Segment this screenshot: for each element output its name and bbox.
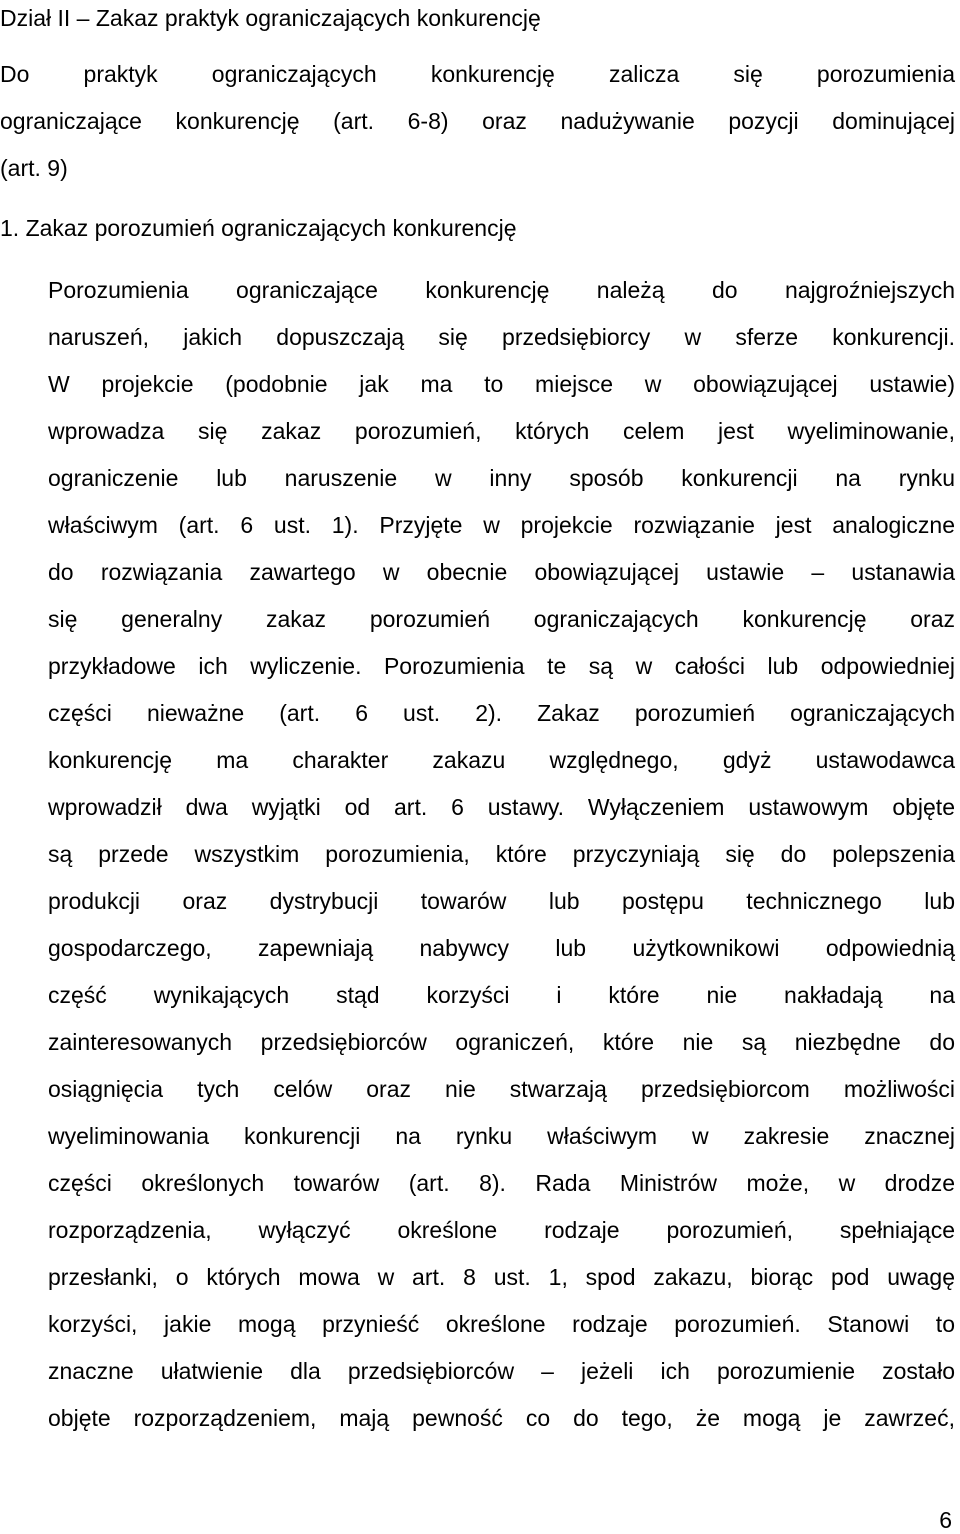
text-line: (art. 9) bbox=[0, 155, 68, 181]
text-line: W projekcie (podobnie jak ma to miejsce w obowiązującej ustawie) bbox=[48, 371, 955, 397]
text-line: przykładowe ich wyliczenie. Porozumienia te są w całości lub odpowiedniej bbox=[48, 653, 955, 679]
text-line: się generalny zakaz porozumień ograniczających konkurencję oraz bbox=[48, 606, 955, 632]
text-line: wprowadził dwa wyjątki od art. 6 ustawy. Wyłączeniem ustawowym objęte bbox=[48, 794, 955, 820]
text-line: części nieważne (art. 6 ust. 2). Zakaz porozumień ograniczających bbox=[48, 700, 955, 726]
text-line: produkcji oraz dystrybucji towarów lub postępu technicznego lub bbox=[48, 888, 955, 914]
text-line: Porozumienia ograniczające konkurencję należą do najgroźniejszych bbox=[48, 277, 955, 303]
text-line: części określonych towarów (art. 8). Rada Ministrów może, w drodze bbox=[48, 1170, 955, 1196]
text-line: do rozwiązania zawartego w obecnie obowiązującej ustawie – ustanawia bbox=[48, 559, 955, 585]
page-number: 6 bbox=[939, 1507, 952, 1533]
text-line: wprowadza się zakaz porozumień, których celem jest wyeliminowanie, bbox=[48, 418, 955, 444]
text-line: wyeliminowania konkurencji na rynku właściwym w zakresie znacznej bbox=[48, 1123, 955, 1149]
text-line: konkurencję ma charakter zakazu względnego, gdyż ustawodawca bbox=[48, 747, 955, 773]
text-line: znaczne ułatwienie dla przedsiębiorców – jeżeli ich porozumienie zostało bbox=[48, 1358, 955, 1384]
text-line: właściwym (art. 6 ust. 1). Przyjęte w projekcie rozwiązanie jest analogiczne bbox=[48, 512, 955, 538]
section-title: Dział II – Zakaz praktyk ograniczających konkurencję bbox=[0, 5, 541, 31]
text-line: gospodarczego, zapewniają nabywcy lub użytkownikowi odpowiednią bbox=[48, 935, 955, 961]
text-line: objęte rozporządzeniem, mają pewność co do tego, że mogą je zawrzeć, bbox=[48, 1405, 955, 1431]
text-line: osiągnięcia tych celów oraz nie stwarzają przedsiębiorcom możliwości bbox=[48, 1076, 955, 1102]
text-line: ograniczenie lub naruszenie w inny sposób konkurencji na rynku bbox=[48, 465, 955, 491]
text-line: rozporządzenia, wyłączyć określone rodzaje porozumień, spełniające bbox=[48, 1217, 955, 1243]
text-line: korzyści, jakie mogą przynieść określone rodzaje porozumień. Stanowi to bbox=[48, 1311, 955, 1337]
text-line: część wynikających stąd korzyści i które nie nakładają na bbox=[48, 982, 955, 1008]
subsection-title: 1. Zakaz porozumień ograniczających konkurencję bbox=[0, 215, 517, 241]
text-line: są przede wszystkim porozumienia, które przyczyniają się do polepszenia bbox=[48, 841, 955, 867]
text-line: przesłanki, o których mowa w art. 8 ust. 1, spod zakazu, biorąc pod uwagę bbox=[48, 1264, 955, 1290]
text-line: zainteresowanych przedsiębiorców ograniczeń, które nie są niezbędne do bbox=[48, 1029, 955, 1055]
text-line: Do praktyk ograniczających konkurencję zalicza się porozumienia bbox=[0, 61, 955, 87]
text-line: naruszeń, jakich dopuszczają się przedsiębiorcy w sferze konkurencji. bbox=[48, 324, 955, 350]
text-line: ograniczające konkurencję (art. 6-8) oraz nadużywanie pozycji dominującej bbox=[0, 108, 955, 134]
